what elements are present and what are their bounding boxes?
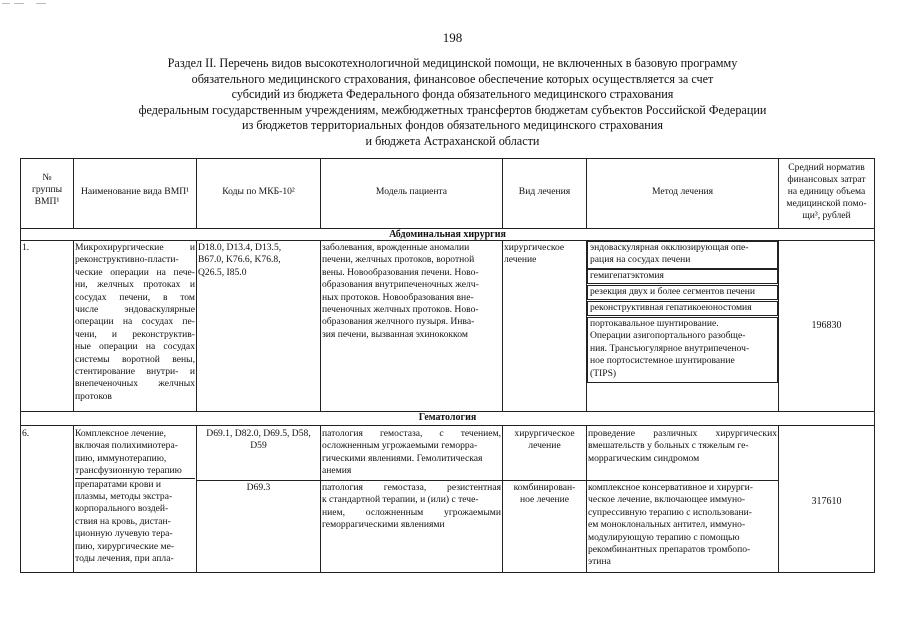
- header-line: ВМП¹: [34, 196, 60, 207]
- treatment-method: [587, 241, 778, 269]
- text-line: сосудах печени, в том: [75, 291, 195, 303]
- text-line: Q26.5, I85.0: [198, 266, 247, 278]
- text-line: числе эндоваскулярные: [75, 304, 195, 316]
- treatment-method: [588, 428, 777, 465]
- text-line: ствия на кровь, дистан-: [75, 515, 171, 527]
- cost-value: 196830: [811, 320, 842, 331]
- text-line: чени, и реконструктив-: [75, 328, 195, 340]
- vmp-name: [75, 428, 195, 565]
- header-line: на единицу объема: [787, 186, 866, 197]
- text-line: реконструктивная гепатикоеюностомия: [590, 302, 752, 313]
- text-line: ния. Трансъюгулярное внутрипеченоч-: [590, 342, 750, 354]
- text-line: модулирующую терапию с помощью: [588, 531, 740, 543]
- treatment-method: [587, 301, 778, 316]
- text-line: лечение: [504, 254, 537, 266]
- treatment-method: [587, 285, 778, 300]
- section-title: Абдоминальная хирургия: [389, 229, 506, 240]
- text-line: анемия: [322, 465, 352, 477]
- text-line: корпорального воздей-: [75, 503, 169, 515]
- text-line: (TIPS): [590, 367, 617, 379]
- section-heading: [60, 56, 845, 150]
- icd-codes: [198, 242, 319, 279]
- table-border: [502, 240, 503, 412]
- text-line: ные операции на сосудах: [75, 341, 195, 353]
- text-line: печени, желчных протоков, воротной: [322, 254, 475, 266]
- heading-line: обязательного медицинского страхования, финансовое обеспечение которых осуществляется за счет: [191, 71, 714, 86]
- heading-line: федеральным государственным учреждениям, межбюджетных трансфертов бюджетам субъектов Российской Федерации: [138, 102, 767, 117]
- text-line: супрессивную терапию с использовани-: [588, 506, 752, 518]
- header-line: финансовых затрат: [787, 174, 866, 185]
- text-line: ческое лечение, включающее иммуно-: [588, 494, 746, 506]
- header-line: щи³, рублей: [802, 210, 851, 221]
- treatment-type: [504, 242, 585, 267]
- text-line: реконструктивно-пласти-: [75, 254, 179, 266]
- patient-model: [322, 242, 501, 341]
- text-line: D59: [250, 440, 267, 452]
- text-line: плазмы, методы экстра-: [75, 491, 173, 503]
- text-line: трансфузионную терапию: [75, 465, 195, 478]
- section-title: Гематология: [418, 412, 477, 423]
- text-line: Операции азигопортального разобще-: [590, 330, 746, 342]
- text-line: пию, иммунотерапию,: [75, 452, 167, 464]
- text-line: ционную лучевую тера-: [75, 528, 173, 540]
- table-border: [196, 425, 197, 573]
- header-line: Средний норматив: [788, 162, 865, 173]
- scan-artifact: [36, 3, 46, 4]
- text-line: к стандартной терапии, и (или) с тече-: [322, 494, 479, 506]
- text-line: протоков: [75, 390, 112, 402]
- text-line: вены. Новообразования печени. Ново-: [322, 266, 479, 278]
- text-line: рация на сосудах печени: [590, 254, 691, 266]
- column-header-group: [21, 172, 73, 208]
- text-line: ем моноклональных антител, иммуно-: [588, 519, 746, 531]
- treatment-method: [587, 269, 778, 284]
- table-border: [20, 572, 875, 573]
- table-border: [320, 240, 321, 412]
- heading-line: субсидий из бюджета Федерального фонда обязательного медицинского страхования: [231, 87, 674, 102]
- text-line: лечение: [528, 440, 561, 452]
- text-line: D18.0, D13.4, D13.5,: [198, 242, 282, 253]
- column-header-name: Наименование вида ВМП¹: [80, 186, 190, 197]
- text-line: препаратами крови и: [75, 478, 162, 490]
- table-border: [586, 425, 587, 573]
- table-border: [73, 240, 74, 412]
- text-line: D69.3: [246, 482, 271, 493]
- text-line: патология гемостаза, резистентная: [322, 482, 501, 493]
- page-number: 198: [442, 30, 463, 45]
- group-number: 6.: [22, 428, 30, 439]
- icd-codes: [198, 482, 319, 494]
- group-number: 1.: [22, 242, 30, 253]
- text-line: резекция двух и более сегментов печени: [590, 286, 756, 297]
- scan-artifact: [2, 3, 10, 4]
- text-line: геморрагическими явлениями: [322, 519, 445, 531]
- text-line: операции на сосудах пе-: [75, 316, 195, 328]
- text-line: D69.1, D82.0, D69.5, D58,: [206, 428, 311, 439]
- text-line: хирургическое: [514, 428, 575, 439]
- column-header-type: Вид лечения: [518, 186, 571, 197]
- text-line: осложненным угрожаемыми геморра-: [322, 440, 478, 452]
- text-line: ное портосистемное шунтирование: [590, 355, 735, 367]
- table-border: [874, 158, 875, 573]
- text-line: B67.0, K76.6, K76.8,: [198, 254, 281, 266]
- table-border: [320, 425, 321, 573]
- text-line: хирургическое: [504, 242, 565, 253]
- text-line: Микрохирургические и: [75, 242, 195, 253]
- header-line: №: [42, 172, 52, 183]
- treatment-method: [588, 482, 777, 569]
- text-line: тоды лечения, при апла-: [75, 553, 174, 565]
- text-line: включая полихимиотера-: [75, 440, 178, 452]
- table-border: [196, 480, 779, 481]
- text-line: гемигепатэктомия: [590, 270, 664, 281]
- text-line: комплексное консервативное и хирурги-: [588, 482, 753, 493]
- scan-artifact: [14, 3, 24, 4]
- header-line: группы: [31, 184, 63, 195]
- table-border: [73, 425, 74, 573]
- text-line: моррагическим синдромом: [588, 452, 700, 464]
- column-header-model: Модель пациента: [375, 186, 448, 197]
- text-line: комбинирован-: [513, 482, 576, 493]
- text-line: ных протоков. Новообразования вне-: [322, 291, 474, 303]
- text-line: этина: [588, 556, 611, 568]
- heading-line: и бюджета Астраханской области: [365, 133, 540, 148]
- text-line: ческие операции на пече-: [75, 266, 195, 278]
- text-line: образования желчного пузыря. Инва-: [322, 316, 475, 328]
- treatment-type: [503, 428, 586, 453]
- text-line: образования внутрипеченочных желч-: [322, 279, 479, 291]
- table-border: [196, 240, 197, 412]
- text-line: пию, хирургические ме-: [75, 540, 175, 552]
- text-line: гическими явлениями. Гемолитическая: [322, 452, 483, 464]
- text-line: ное лечение: [519, 494, 570, 506]
- text-line: заболевания, врожденные аномалии: [322, 242, 470, 253]
- vmp-name: [75, 242, 195, 403]
- text-line: ни, желчных протоках и: [75, 279, 195, 291]
- table-border: [20, 425, 875, 426]
- text-line: зия печени, вызванная эхинококком: [322, 328, 468, 340]
- text-line: Комплексное лечение,: [75, 428, 166, 439]
- heading-line: Раздел II. Перечень видов высокотехнологичной медицинской помощи, не включенных в базовую программу: [167, 56, 738, 70]
- text-line: патология гемостаза, с течением,: [322, 428, 501, 439]
- text-line: системы воротной вены,: [75, 353, 195, 365]
- treatment-type: [503, 482, 586, 507]
- table-border: [20, 158, 875, 159]
- cost-value: 317610: [811, 496, 842, 507]
- heading-line: из бюджетов территориальных фондов обязательного медицинского страхования: [242, 118, 663, 133]
- text-line: портокавальное шунтирование.: [590, 318, 719, 329]
- text-line: стентирование внутри- и: [75, 366, 195, 378]
- column-header-cost: [779, 162, 874, 222]
- patient-model: [322, 428, 501, 478]
- text-line: вмешательств у больных с тяжелым ге-: [588, 440, 749, 452]
- text-line: нием, осложненным угрожаемыми: [322, 506, 501, 518]
- text-line: печеночных желчных протоков. Ново-: [322, 304, 479, 316]
- table-border: [20, 158, 21, 573]
- column-header-method: Метод лечения: [651, 186, 714, 197]
- column-header-codes: Коды по МКБ-10²: [222, 186, 295, 197]
- text-line: рекомбинантных препаратов тромбопо-: [588, 544, 751, 556]
- text-line: эндоваскулярная окклюзирующая опе-: [590, 242, 749, 253]
- patient-model: [322, 482, 501, 532]
- treatment-method: [587, 317, 778, 383]
- text-line: внепеченочных желчных: [75, 378, 195, 390]
- text-line: проведение различных хирургических: [588, 428, 777, 439]
- header-line: медицинской помо-: [786, 198, 867, 209]
- icd-codes: [198, 428, 319, 453]
